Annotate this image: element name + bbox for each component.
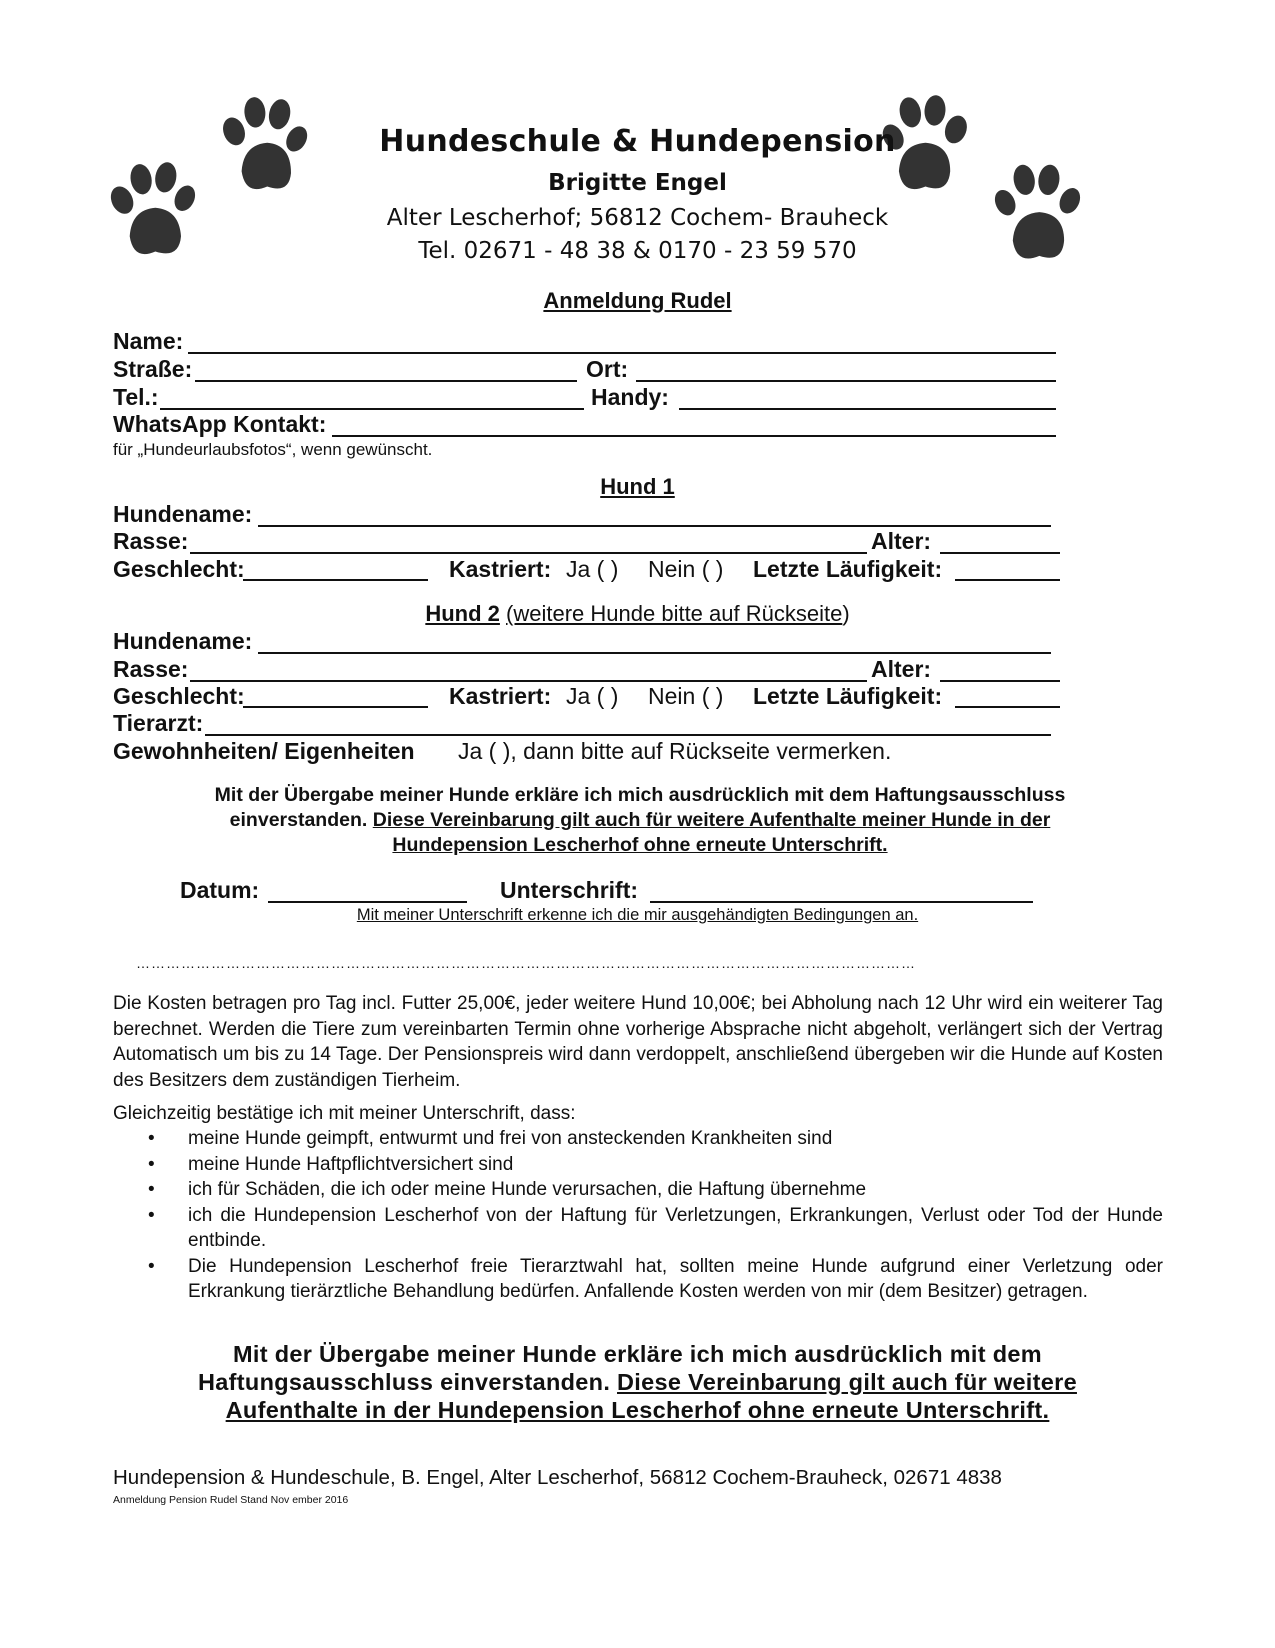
dog2-age-label: Alter: — [871, 656, 932, 682]
date-label: Datum: — [180, 877, 260, 903]
signature-note: Mit meiner Unterschrift erkenne ich die mir ausgehändigten Bedingungen an. — [356, 906, 919, 924]
dog1-breed-field[interactable] — [190, 552, 867, 554]
list-item: • ich für Schäden, die ich oder meine Hunde verursachen, die Haftung übernehme — [113, 1177, 1163, 1203]
dog1-heat-field[interactable] — [955, 579, 1060, 581]
tel-field[interactable] — [160, 408, 584, 410]
dog2-heading-note: (weitere Hunde bitte auf Rückseite — [506, 601, 843, 626]
address: Alter Lescherhof; 56812 Cochem- Brauheck — [386, 205, 889, 231]
footer-contact: Hundepension & Hundeschule, B. Engel, Alter Lescherhof, 56812 Cochem-Brauheck, 02671 4838 — [113, 1466, 1002, 1489]
dog2-heading: Hund 2 — [425, 601, 500, 626]
habits-note[interactable]: Ja ( ), dann bitte auf Rückseite vermerken. — [458, 738, 892, 764]
street-label: Straße: — [113, 356, 193, 382]
dog2-no-option[interactable]: Nein ( ) — [648, 683, 724, 709]
list-item: • meine Hunde Haftpflichtversichert sind — [113, 1152, 1163, 1178]
list-item: • Die Hundepension Lescherhof freie Tierarztwahl hat, sollten meine Hunde aufgrund einer Verletzung oder Erkrankung tierärztliche Behandlung bedürfen. Anfallende Kosten werden von mir (dem Besitzer) getragen. — [148, 1255, 1163, 1302]
phone: Tel. 02671 - 48 38 & 0170 - 23 59 570 — [418, 238, 857, 264]
mobile-field[interactable] — [679, 408, 1056, 410]
dog2-age-field[interactable] — [940, 680, 1060, 682]
dog2-heading-close: ) — [842, 601, 850, 626]
vet-field[interactable] — [205, 734, 1051, 736]
dog1-sex-label: Geschlecht: — [113, 556, 245, 582]
declaration: Mit der Übergabe meiner Hunde erkläre ich mich ausdrücklich mit dem Haftungsausschluss einverstanden. Diese Vereinbarung gilt auch für weitere Aufenthalte meiner Hunde in der Hundepension Lescherhof ohne erneute Unterschrift. — [214, 784, 1066, 856]
dog1-yes-option[interactable]: Ja ( ) — [566, 556, 619, 582]
habits-label: Gewohnheiten/ Eigenheiten — [113, 738, 415, 764]
dog1-no-option[interactable]: Nein ( ) — [648, 556, 724, 582]
dog2-yes-option[interactable]: Ja ( ) — [566, 683, 619, 709]
dog2-breed-label: Rasse: — [113, 656, 189, 682]
list-item: • meine Hunde geimpft, entwurmt und frei von ansteckenden Krankheiten sind — [113, 1126, 1163, 1152]
dog1-sex-field[interactable] — [243, 579, 428, 581]
dog2-heading-row — [0, 601, 1275, 627]
confirm-intro: Gleichzeitig bestätige ich mit meiner Unterschrift, dass: — [113, 1103, 576, 1124]
dog2-neutered-label: Kastriert: — [449, 683, 552, 709]
signature-field[interactable] — [650, 901, 1033, 903]
dog1-heat-label: Letzte Läufigkeit: — [753, 556, 943, 582]
street-field[interactable] — [195, 380, 577, 382]
bullet-icon: • — [148, 1128, 155, 1149]
bullet-icon: • — [148, 1255, 155, 1277]
vet-label: Tierarzt: — [113, 710, 204, 736]
whatsapp-note: für „Hundeurlaubsfotos“, wenn gewünscht. — [113, 440, 433, 459]
date-field[interactable] — [268, 901, 467, 903]
dog1-age-field[interactable] — [940, 552, 1060, 554]
form-heading: Anmeldung Rudel — [543, 288, 732, 313]
list-item: • ich die Hundepension Lescherhof von der Haftung für Verletzungen, Erkrankungen, Verlust oder Tod der Hunde entbinde. — [148, 1204, 1163, 1251]
dog2-breed-field[interactable] — [190, 680, 867, 682]
dog2-heat-field[interactable] — [955, 706, 1060, 708]
signature-label: Unterschrift: — [500, 877, 639, 903]
dog2-heat-label: Letzte Läufigkeit: — [753, 683, 943, 709]
name-field[interactable] — [188, 352, 1056, 354]
dog1-age-label: Alter: — [871, 528, 932, 554]
footer-version: Anmeldung Pension Rudel Stand Nov ember 2016 — [113, 1494, 349, 1506]
dog1-neutered-label: Kastriert: — [449, 556, 552, 582]
dog2-sex-label: Geschlecht: — [113, 683, 245, 709]
dog1-name-label: Hundename: — [113, 501, 253, 527]
name-label: Name: — [113, 328, 184, 354]
mobile-label: Handy: — [591, 384, 669, 410]
bullet-icon: • — [148, 1179, 155, 1200]
city-label: Ort: — [586, 356, 629, 382]
dog2-sex-field[interactable] — [243, 706, 428, 708]
whatsapp-label: WhatsApp Kontakt: — [113, 411, 327, 437]
separator: ………………………………………………………………………………………………………………………………………… — [136, 955, 916, 971]
dog1-breed-label: Rasse: — [113, 528, 189, 554]
dog2-name-label: Hundename: — [113, 628, 253, 654]
tel-label: Tel.: — [113, 384, 159, 410]
bullet-icon: • — [148, 1204, 155, 1226]
dog1-heading: Hund 1 — [600, 474, 675, 499]
whatsapp-field[interactable] — [332, 435, 1056, 437]
city-field[interactable] — [636, 380, 1056, 382]
bullet-icon: • — [148, 1153, 155, 1175]
declaration-final: Mit der Übergabe meiner Hunde erkläre ich mich ausdrücklich mit dem Haftungsausschluss einverstanden. Diese Vereinbarung gilt auch für weitere Aufenthalte in der Hundepension Lescherhof ohne erneute Unterschrift. — [198, 1341, 1077, 1423]
confirm-list — [113, 1126, 1163, 1305]
owner-name: Brigitte Engel — [548, 170, 727, 196]
page-title: Hundeschule & Hundepension — [379, 124, 896, 159]
dog2-name-field[interactable] — [258, 652, 1051, 654]
costs-paragraph: Die Kosten betragen pro Tag incl. Futter 25,00€, jeder weitere Hund 10,00€; bei Abholung nach 12 Uhr wird ein weiterer Tag berechnet. Werden die Tiere zum vereinbarten Termin ohne vorherige Absprache nicht abgeholt, verlängert sich der Vertrag Automatisch um bis zu 14 Tage. Der Pensionspreis wird dann verdoppelt, anschließend übergeben wir die Hunde auf Kosten des Besitzers dem zuständigen Tierheim. — [113, 993, 1163, 1091]
dog1-name-field[interactable] — [258, 525, 1051, 527]
